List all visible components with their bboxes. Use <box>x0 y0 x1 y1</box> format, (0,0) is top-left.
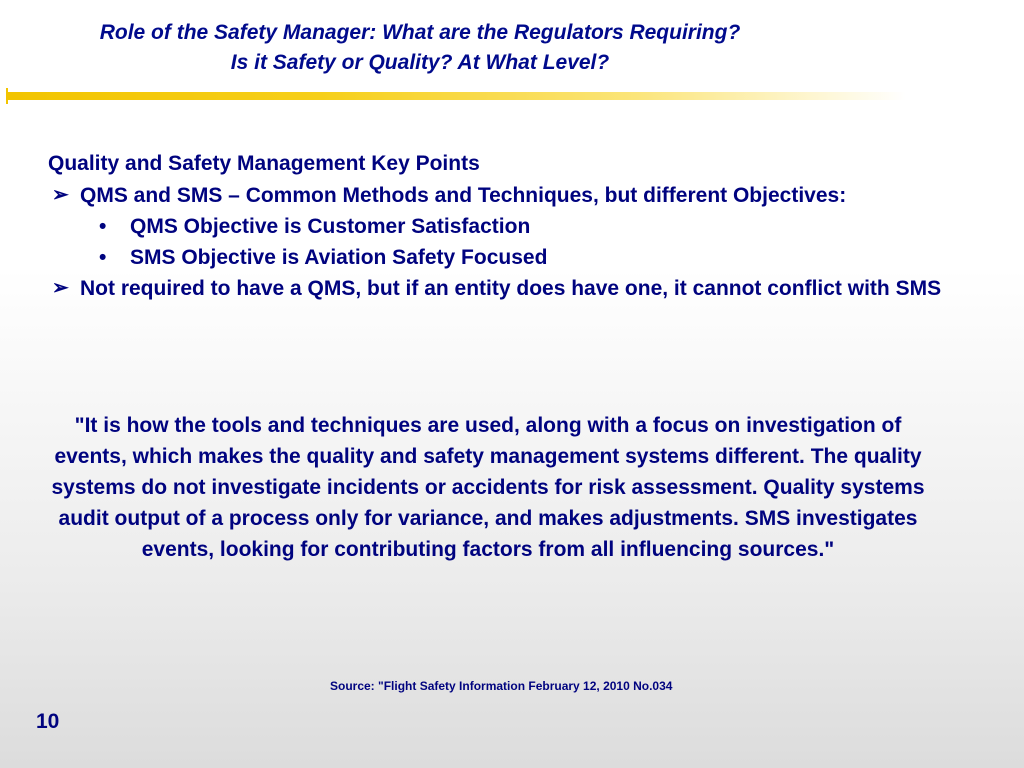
sub-bullet-text-1: QMS Objective is Customer Satisfaction <box>130 215 531 238</box>
slide-title-line-1: Role of the Safety Manager: What are the Regulators Requiring? <box>99 21 741 44</box>
quote-block: "It is how the tools and techniques are used, along with a focus on investigation of events, which makes the quality and safety management systems different. The quality systems do not investigate incidents or accidents for risk assessment. Quality systems audit output of a process only for variance, and makes adjustments. SMS investigates events, looking for contributing factors from all influencing sources." <box>51 414 925 561</box>
sub-bullet-item-1 <box>48 211 1018 242</box>
slide-title <box>0 18 840 78</box>
source-citation: Source: "Flight Safety Information February 12, 2010 No.034 <box>330 679 673 693</box>
arrow-bullet-icon: ➢ <box>52 277 69 299</box>
dot-bullet-icon: • <box>99 246 107 269</box>
bullet-item-1 <box>48 180 1018 211</box>
sub-bullet-item-2 <box>48 242 1018 273</box>
bullet-text-1: QMS and SMS – Common Methods and Techniques, but different Objectives: <box>80 184 847 207</box>
title-underline-tick <box>6 88 8 104</box>
page-number: 10 <box>36 710 60 733</box>
bullet-text-2: Not required to have a QMS, but if an entity does have one, it cannot conflict with SMS <box>80 277 942 300</box>
bullet-item-2 <box>48 273 1018 304</box>
title-underline-gradient <box>6 92 906 100</box>
slide-title-line-2: Is it Safety or Quality? At What Level? <box>230 51 610 74</box>
dot-bullet-icon: • <box>99 215 107 238</box>
arrow-bullet-icon: ➢ <box>52 184 69 206</box>
sub-bullet-text-2: SMS Objective is Aviation Safety Focused <box>130 246 548 269</box>
key-points-section <box>48 148 1018 304</box>
title-underline-bar <box>6 88 906 104</box>
key-points-heading: Quality and Safety Management Key Points <box>48 152 480 175</box>
